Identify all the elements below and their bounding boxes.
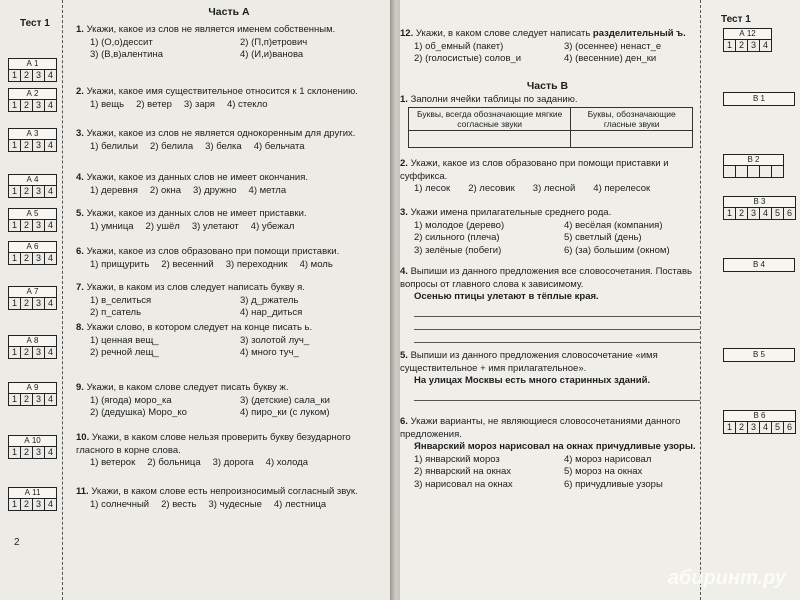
answer-box-в3 (723, 196, 796, 220)
answer-cell[interactable]: 4 (47, 186, 53, 196)
b4-sentence: Осенью птицы улетают в тёплые края. (414, 291, 599, 302)
answer-cell[interactable]: 3 (33, 186, 45, 197)
answer-option[interactable]: 4) (И,и)ванова (240, 49, 304, 60)
answer-cell[interactable]: 1 (9, 220, 21, 231)
answer-box-label: А 7 (8, 286, 57, 297)
answer-cell[interactable]: 1 (9, 186, 21, 197)
answer-cell[interactable]: 4 (760, 208, 772, 219)
answer-option[interactable]: 2) окна (149, 184, 181, 196)
answer-cell[interactable]: 1 (724, 208, 736, 219)
answer-option[interactable]: 1) прищурить (90, 258, 150, 270)
answer-cell[interactable]: 5 (772, 208, 784, 219)
answer-cell[interactable]: 2 (736, 422, 748, 433)
answer-option[interactable]: 1) молодое (дерево) (414, 219, 505, 231)
question-3: 3. Укажи, какое из слов не является однокоренным для других. 1) белильи 2) белила 3) белка 4) бельчата (76, 128, 356, 152)
answer-cell[interactable]: 4 (47, 100, 53, 110)
answer-cell[interactable] (748, 166, 760, 177)
answer-option[interactable]: 4) много туч_ (240, 347, 299, 358)
answer-cell[interactable]: 4 (47, 347, 53, 357)
question-b1: 1. Заполни ячейки таблицы по заданию. Буквы, всегда обозначающие мягкие согласные звуки Буквы, обозначающие гласные звуки (400, 94, 695, 148)
answer-cell[interactable]: 3 (33, 499, 45, 510)
answer-option[interactable]: 1) в_селиться (90, 294, 152, 306)
question-11: 11. Укажи, в каком слове есть непроизносимый согласный звук. 1) солнечный 2) весть 3) чудесные 4) лестница (76, 486, 358, 510)
answer-cell[interactable]: 2 (21, 70, 33, 81)
answer-box-a10 (8, 435, 57, 459)
b1-cell-2[interactable] (571, 130, 693, 147)
answer-box-a2 (8, 88, 57, 112)
answer-cell[interactable]: 4 (762, 40, 768, 50)
answer-cell[interactable]: 5 (772, 422, 784, 433)
answer-box-label: В 3 (723, 196, 796, 207)
b1-cell-1[interactable] (409, 130, 571, 147)
answer-box-label: А 12 (723, 28, 772, 39)
answer-option[interactable]: 3) (осеннее) ненаст_е (564, 40, 662, 52)
answer-cell[interactable]: 1 (9, 70, 21, 81)
answer-cell[interactable]: 3 (748, 208, 760, 219)
part-a-title: Часть А (208, 6, 250, 18)
answer-option[interactable]: 5) светлый (день) (564, 232, 642, 243)
answer-option[interactable]: 3) белка (205, 140, 242, 152)
answer-line[interactable] (414, 330, 700, 343)
answer-option[interactable]: 4) метла (248, 184, 287, 196)
answer-option[interactable]: 3) улетают (191, 220, 239, 232)
answer-box-a7 (8, 286, 57, 310)
question-2: 2. Укажи, какое имя существительное относится к 1 склонению. 1) вещь 2) ветер 3) заря 4) стекло (76, 86, 358, 110)
answer-cell[interactable]: 3 (33, 220, 45, 231)
question-b5: 5. Выпиши из данного предложения словосочетание «имя существительное + имя прилагательное». На улицах Москвы есть много старинных зданий. (400, 350, 700, 401)
answer-option[interactable]: 2) январский на окнах (414, 466, 512, 477)
answer-cell[interactable]: 1 (724, 422, 736, 433)
answer-box-label: А 11 (8, 487, 57, 498)
answer-option[interactable]: 1) (О,о)дессит (90, 36, 153, 48)
question-b6: 6. Укажи варианты, не являющиеся словосочетаниями данного предложения. Январский мороз нарисовал на окнах причудливые узоры. 1) январский мороз 4) мороз нарисовал 2) январский на окнах 5) мороз на окнах 3) нарисовал на окнах 6) причудливые узоры (400, 416, 700, 491)
answer-option[interactable]: 3) нарисовал на окнах (414, 478, 513, 490)
answer-box-в2 (723, 154, 784, 178)
answer-box-a8 (8, 335, 57, 359)
answer-option[interactable]: 3) д_ржатель (240, 294, 299, 306)
answer-option[interactable]: 4) стекло (226, 98, 268, 110)
left-page (0, 0, 393, 600)
answer-cell[interactable]: 3 (748, 40, 760, 51)
answer-box-label: В 6 (723, 410, 796, 421)
answer-cell[interactable]: 2 (21, 220, 33, 231)
answer-box-label: А 9 (8, 382, 57, 393)
answer-cell[interactable]: 1 (724, 40, 736, 51)
answer-cell[interactable]: 2 (21, 253, 33, 264)
part-b-title: Часть В (526, 80, 569, 92)
question-4: 4. Укажи, какое из данных слов не имеет окончания. 1) деревня 2) окна 3) дружно 4) метла (76, 172, 308, 196)
test-label-right: Тест 1 (721, 14, 751, 25)
answer-cell[interactable]: 1 (9, 100, 21, 111)
answer-box-в6 (723, 410, 796, 434)
answer-option[interactable]: 4) нар_диться (240, 307, 303, 318)
answer-cell[interactable]: 3 (748, 422, 760, 433)
answer-cell[interactable] (736, 166, 748, 177)
answer-cell[interactable]: 1 (9, 298, 21, 309)
answer-cell[interactable]: 4 (47, 499, 53, 509)
answer-option[interactable]: 2) п_сатель (90, 307, 142, 318)
question-b2: 2. Укажи, какое из слов образовано при помощи приставки и суффикса. 1) лесок 2) лесовик 3) лесной 4) перелесок (400, 158, 669, 194)
answer-option[interactable]: 6) причудливые узоры (564, 478, 663, 490)
answer-box-a6 (8, 241, 57, 265)
b1-col2: Буквы, обозначающие гласные звуки (571, 107, 693, 130)
answer-cell[interactable]: 2 (21, 499, 33, 510)
answer-cell[interactable]: 6 (786, 422, 792, 432)
answer-box-a11 (8, 487, 57, 511)
answer-option[interactable]: 3) дорога (212, 457, 254, 468)
answer-cell[interactable]: 2 (21, 298, 33, 309)
answer-cell[interactable]: 2 (21, 394, 33, 405)
answer-cell[interactable]: 2 (21, 447, 33, 458)
answer-option[interactable]: 4) пиро_ки (с луком) (240, 407, 330, 418)
answer-option[interactable]: 1) ветерок (90, 457, 136, 468)
answer-option[interactable]: 4) бельчата (253, 140, 305, 152)
answer-cell[interactable]: 4 (47, 447, 53, 457)
answer-option[interactable]: 3) зелёные (побеги) (414, 244, 502, 256)
answer-option[interactable]: 1) вещь (90, 98, 125, 110)
answer-box-а12 (723, 28, 772, 52)
answer-cell[interactable]: 1 (9, 253, 21, 264)
answer-box-label: А 8 (8, 335, 57, 346)
answer-option[interactable]: 4) моль (299, 258, 333, 270)
answer-option[interactable]: 4) холода (265, 457, 309, 468)
question-6: 6. Укажи, какое из слов образовано при помощи приставки. 1) прищурить 2) весенний 3) переходник 4) моль (76, 246, 340, 270)
answer-option[interactable]: 2) (дедушка) Моро_ко (90, 407, 187, 418)
answer-box-a4 (8, 174, 57, 198)
answer-cell[interactable]: 1 (9, 394, 21, 405)
answer-line[interactable] (414, 388, 700, 401)
question-7: 7. Укажи, в каком из слов следует написать букву я. 1) в_селиться 3) д_ржатель 2) п_сатель 4) нар_диться (76, 282, 388, 320)
answer-option[interactable]: 1) умница (90, 220, 134, 232)
answer-cell[interactable]: 4 (47, 140, 53, 150)
question-10: 10. Укажи, в каком слове нельзя проверить букву безударного гласного в корне слова. 1) ветерок 2) больница 3) дорога 4) холода (76, 432, 351, 468)
answer-cell[interactable]: 3 (33, 447, 45, 458)
answer-option[interactable]: 2) весть (161, 498, 197, 510)
answer-box-label: В 2 (723, 154, 784, 165)
answer-box-label: А 4 (8, 174, 57, 185)
answer-box-label: А 1 (8, 58, 57, 69)
left-answer-column (0, 0, 63, 600)
answer-option[interactable]: 2) (голосистые) солов_и (414, 53, 522, 64)
question-9: 9. Укажи, в каком слове следует писать букву ж. 1) (ягода) моро_ка 3) (детские) сала_ки 2) (дедушка) Моро_ко 4) пиро_ки (с луком) (76, 382, 388, 420)
answer-option[interactable]: 4) (весенние) ден_ки (564, 53, 657, 64)
question-b3: 3. Укажи имена прилагательные среднего рода. 1) молодое (дерево) 4) весёлая (компания) 2) сильного (плеча) 5) светлый (день) 3) зелёные (побеги) 6) (за) большим (окном) (400, 207, 700, 257)
answer-option[interactable]: 1) деревня (90, 184, 138, 196)
answer-box-a1 (8, 58, 57, 82)
answer-cell[interactable]: 3 (33, 70, 45, 81)
answer-box-a9 (8, 382, 57, 406)
page-number: 2 (14, 537, 20, 548)
answer-box-в1[interactable]: В 1 (723, 92, 795, 106)
answer-cell[interactable]: 3 (33, 298, 45, 309)
question-12: 12. Укажи, в каком слове следует написать разделительный ъ. 1) об_емный (пакет) 3) (осеннее) ненаст_е 2) (голосистые) солов_и 4) (весенние) ден_ки (400, 28, 695, 66)
test-label: Тест 1 (20, 18, 50, 29)
answer-option[interactable]: 1) белильи (90, 140, 139, 152)
answer-option[interactable]: 3) дружно (192, 184, 237, 196)
answer-option[interactable]: 4) весёлая (компания) (564, 219, 663, 231)
answer-box-label: А 5 (8, 208, 57, 219)
answer-option[interactable]: 2) ветер (136, 98, 172, 110)
answer-cell[interactable]: 4 (47, 394, 53, 404)
answer-box-a5 (8, 208, 57, 232)
answer-line[interactable] (414, 304, 700, 317)
answer-option[interactable]: 5) мороз на окнах (564, 466, 643, 477)
b6-sentence: Январский мороз нарисовал на окнах причудливые узоры. (414, 441, 696, 452)
answer-option[interactable]: 2) лесовик (468, 183, 515, 194)
question-5: 5. Укажи, какое из данных слов не имеет приставки. 1) умница 2) ушёл 3) улетают 4) убежал (76, 208, 307, 232)
question-b4: 4. Выпиши из данного предложения все словосочетания. Поставь вопросы от главного слова к зависимому. Осенью птицы улетают в тёплые края. (400, 266, 700, 343)
question-8: 8. Укажи слово, в котором следует на конце писать ь. 1) ценная вещ_ 3) золотой луч_ 2) речной лещ_ 4) много туч_ (76, 322, 388, 360)
answer-line[interactable] (414, 317, 700, 330)
answer-cell[interactable]: 4 (47, 298, 53, 308)
answer-option[interactable]: 2) сильного (плеча) (414, 232, 500, 243)
answer-option[interactable]: 4) убежал (250, 220, 295, 232)
answer-box-label: А 6 (8, 241, 57, 252)
answer-option[interactable]: 1) январский мороз (414, 453, 500, 465)
answer-option[interactable]: 3) лесной (532, 183, 576, 194)
answer-option[interactable]: 1) солнечный (90, 498, 150, 510)
answer-cell[interactable]: 4 (47, 70, 53, 80)
answer-option[interactable]: 2) белила (150, 140, 194, 152)
answer-cell[interactable] (772, 166, 783, 177)
answer-cell[interactable]: 2 (21, 186, 33, 197)
answer-option[interactable]: 2) больница (147, 457, 201, 468)
watermark: абиринт.ру (667, 567, 786, 589)
answer-cell[interactable]: 1 (9, 499, 21, 510)
answer-option[interactable]: 6) (за) большим (окном) (564, 244, 670, 256)
answer-option[interactable]: 2) ушёл (145, 220, 180, 232)
answer-option[interactable]: 2) (П,п)етрович (240, 36, 308, 48)
answer-option[interactable]: 1) об_емный (пакет) (414, 40, 504, 52)
answer-cell[interactable]: 6 (786, 208, 792, 218)
answer-box-в4[interactable]: В 4 (723, 258, 795, 272)
answer-option[interactable]: 3) (детские) сала_ки (240, 394, 330, 406)
b1-table (408, 107, 693, 148)
answer-cell[interactable]: 4 (47, 220, 53, 230)
right-page (400, 0, 800, 600)
answer-option[interactable]: 3) золотой луч_ (240, 334, 310, 346)
answer-cell[interactable] (760, 166, 772, 177)
answer-box-label: А 3 (8, 128, 57, 139)
answer-cell[interactable]: 3 (33, 100, 45, 111)
answer-cell[interactable]: 4 (760, 422, 772, 433)
answer-option[interactable]: 4) перелесок (593, 183, 651, 194)
answer-option[interactable]: 3) переходник (225, 258, 288, 270)
answer-cell[interactable]: 2 (21, 140, 33, 151)
answer-option[interactable]: 2) речной лещ_ (90, 347, 159, 358)
answer-box-в5[interactable]: В 5 (723, 348, 795, 362)
answer-option[interactable]: 1) лесок (414, 183, 451, 194)
question-1: 1. Укажи, какое из слов не является именем собственным. 1) (О,о)дессит 2) (П,п)етрович 3) (В,в)алентина 4) (И,и)ванова (76, 24, 388, 62)
answer-cell[interactable]: 2 (736, 40, 748, 51)
answer-cell[interactable]: 1 (9, 140, 21, 151)
answer-cell[interactable] (724, 166, 736, 177)
answer-cell[interactable]: 3 (33, 253, 45, 264)
b5-sentence: На улицах Москвы есть много старинных зданий. (414, 375, 651, 386)
answer-cell[interactable]: 1 (9, 347, 21, 358)
b1-col1: Буквы, всегда обозначающие мягкие согласные звуки (409, 107, 571, 130)
right-answer-column (700, 0, 800, 600)
answer-box-a3 (8, 128, 57, 152)
answer-option[interactable]: 2) весенний (161, 258, 214, 270)
answer-option[interactable]: 1) ценная вещ_ (90, 334, 159, 346)
answer-cell[interactable]: 2 (21, 347, 33, 358)
answer-cell[interactable]: 3 (33, 394, 45, 405)
answer-cell[interactable]: 3 (33, 347, 45, 358)
answer-cell[interactable]: 2 (736, 208, 748, 219)
answer-box-label: А 10 (8, 435, 57, 446)
answer-option[interactable]: 3) чудесные (208, 498, 262, 510)
answer-cell[interactable]: 3 (33, 140, 45, 151)
answer-box-label: А 2 (8, 88, 57, 99)
answer-option[interactable]: 4) лестница (273, 498, 327, 510)
answer-option[interactable]: 3) (В,в)алентина (90, 49, 163, 60)
answer-option[interactable]: 1) (ягода) моро_ка (90, 394, 172, 406)
answer-cell[interactable]: 4 (47, 253, 53, 263)
answer-option[interactable]: 4) мороз нарисовал (564, 453, 652, 465)
answer-cell[interactable]: 2 (21, 100, 33, 111)
answer-option[interactable]: 3) заря (183, 98, 215, 110)
answer-cell[interactable]: 1 (9, 447, 21, 458)
